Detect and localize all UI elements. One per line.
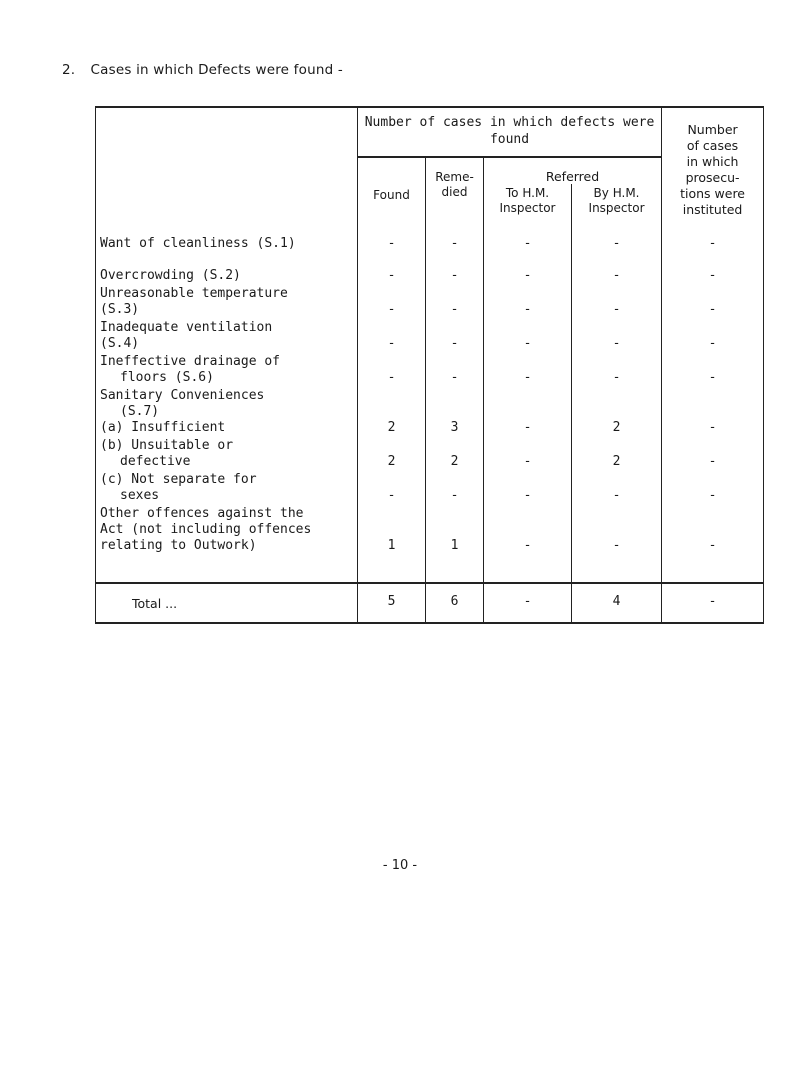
cell-remedied: - [426, 222, 484, 254]
cell-remedied: - [426, 354, 484, 388]
cell-found: - [358, 354, 426, 388]
row-label-line: floors (S.6) [120, 370, 214, 385]
cell-by-inspector: - [572, 286, 662, 320]
cell-to-inspector: - [484, 506, 572, 556]
cell-to-inspector: - [484, 286, 572, 320]
header-prosecutions-line: of cases [686, 138, 739, 153]
header-to-hmi-line: Inspector [499, 201, 556, 215]
cell-prosecutions: - [662, 286, 764, 320]
row-label [96, 438, 358, 472]
table-row [96, 354, 764, 388]
cell-found: 1 [358, 506, 426, 556]
cell-remedied: - [426, 254, 484, 286]
header-prosecutions-line: tions were [680, 186, 745, 201]
row-label-line: Inadequate ventilation [100, 320, 273, 335]
total-label: Total ... [96, 583, 358, 623]
table-row [96, 472, 764, 506]
cell-by-inspector: - [572, 222, 662, 254]
section-title: Cases in which Defects were found - [90, 62, 343, 78]
cell-remedied: 2 [426, 438, 484, 472]
row-label-line: (a) Insufficient [100, 420, 226, 435]
row-label-line: Ineffective drainage of [100, 354, 281, 369]
row-label-line: (S.4) [100, 336, 140, 351]
header-prosecutions-line: in which [686, 154, 739, 169]
header-to-hmi [484, 184, 572, 222]
row-label [96, 254, 358, 286]
cell-by-inspector: - [572, 354, 662, 388]
cell-to-inspector: - [484, 354, 572, 388]
row-label [96, 506, 358, 556]
section-heading [62, 62, 343, 78]
cell-prosecutions: - [662, 354, 764, 388]
total-row [96, 583, 764, 623]
cell-prosecutions: - [662, 438, 764, 472]
cell-by-inspector: 2 [572, 388, 662, 438]
total-to-inspector: - [484, 583, 572, 623]
page-number: - 10 - [382, 858, 418, 873]
cell-by-inspector: - [572, 506, 662, 556]
table-row [96, 254, 764, 286]
cell-by-inspector: - [572, 472, 662, 506]
cell-prosecutions: - [662, 320, 764, 354]
header-prosecutions-line: prosecu- [685, 170, 740, 185]
section-number: 2. [62, 62, 76, 78]
header-prosecutions-line: instituted [682, 202, 743, 217]
row-label-line: Sanitary Conveniences [100, 388, 265, 403]
cell-remedied: 3 [426, 388, 484, 438]
cell-found: - [358, 222, 426, 254]
row-label-line: relating to Outwork) [100, 538, 257, 553]
cell-prosecutions: - [662, 388, 764, 438]
table-row [96, 506, 764, 556]
cell-prosecutions: - [662, 506, 764, 556]
defects-table [95, 106, 764, 624]
row-label [96, 286, 358, 320]
total-remedied: 6 [426, 583, 484, 623]
cell-to-inspector: - [484, 320, 572, 354]
total-by-inspector: 4 [572, 583, 662, 623]
header-prosecutions-line: Number [687, 122, 738, 137]
row-label [96, 222, 358, 254]
cell-found: - [358, 320, 426, 354]
cell-to-inspector: - [484, 438, 572, 472]
row-label-line: (c) Not separate for [100, 472, 257, 487]
cell-remedied: 1 [426, 506, 484, 556]
row-label-line: sexes [120, 488, 160, 503]
table-spacer-row [96, 556, 764, 583]
row-label [96, 354, 358, 388]
header-cases-found-group: Number of cases in which defects were found [358, 107, 662, 157]
cell-by-inspector: - [572, 320, 662, 354]
cell-remedied: - [426, 472, 484, 506]
header-blank-cell [96, 107, 358, 222]
cell-to-inspector: - [484, 254, 572, 286]
cell-to-inspector: - [484, 222, 572, 254]
header-prosecutions [662, 107, 764, 222]
row-label-line: defective [120, 454, 191, 469]
cell-found: - [358, 286, 426, 320]
cell-found: 2 [358, 388, 426, 438]
row-label-line: (S.7) [120, 404, 160, 419]
header-to-hmi-line: To H.M. [505, 186, 550, 200]
cell-prosecutions: - [662, 222, 764, 254]
row-label-line: Overcrowding (S.2) [100, 268, 241, 283]
cell-by-inspector: 2 [572, 438, 662, 472]
table-row [96, 438, 764, 472]
cell-remedied: - [426, 320, 484, 354]
table-row [96, 222, 764, 254]
header-by-hmi [572, 184, 662, 222]
header-by-hmi-line: Inspector [588, 201, 645, 215]
cell-to-inspector: - [484, 472, 572, 506]
total-found: 5 [358, 583, 426, 623]
cell-to-inspector: - [484, 388, 572, 438]
cell-found: - [358, 254, 426, 286]
row-label-line: (b) Unsuitable or [100, 438, 234, 453]
row-label-line: Act (not including offences [100, 522, 312, 537]
cell-remedied: - [426, 286, 484, 320]
row-label [96, 472, 358, 506]
cell-found: - [358, 472, 426, 506]
header-by-hmi-line: By H.M. [593, 186, 640, 200]
row-label [96, 388, 358, 438]
row-label-line: (S.3) [100, 302, 140, 317]
row-label [96, 320, 358, 354]
header-remedied: Reme-died [426, 157, 484, 222]
header-referred: Referred [545, 169, 600, 184]
cell-by-inspector: - [572, 254, 662, 286]
cell-prosecutions: - [662, 472, 764, 506]
header-found: Found [358, 157, 426, 222]
cell-found: 2 [358, 438, 426, 472]
row-label-line: Unreasonable temperature [100, 286, 288, 301]
cell-prosecutions: - [662, 254, 764, 286]
table-row [96, 286, 764, 320]
table-row [96, 320, 764, 354]
table-row [96, 388, 764, 438]
total-prosecutions: - [662, 583, 764, 623]
row-label-line: Other offences against the [100, 506, 304, 521]
row-label-line: Want of cleanliness (S.1) [100, 236, 296, 251]
